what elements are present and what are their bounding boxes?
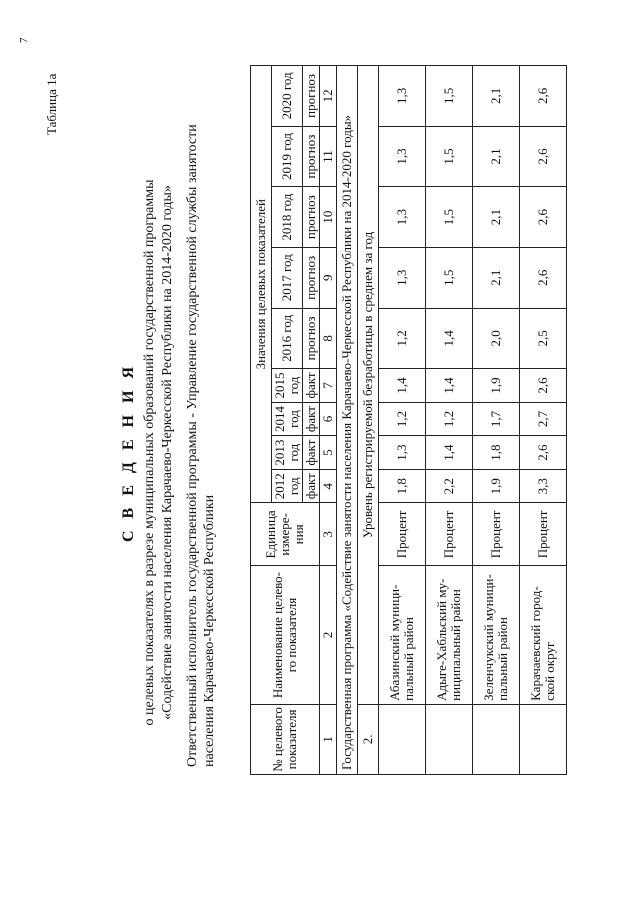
value-cell: 1,5 bbox=[426, 126, 473, 187]
value-cell: 1,9 bbox=[473, 369, 520, 403]
program-title: Государственная программа «Содействие занятости населения Карачаево-Черкесской Республики на 2014-2020 годы» bbox=[337, 66, 358, 775]
value-cell: 2,6 bbox=[520, 66, 567, 127]
value-cell: 1,2 bbox=[379, 308, 426, 369]
header-year: 2020 год bbox=[272, 66, 303, 127]
column-number: 3 bbox=[320, 503, 337, 566]
value-cell: 1,4 bbox=[426, 308, 473, 369]
header-year: 2012 год bbox=[272, 469, 303, 503]
header-type: факт bbox=[303, 369, 320, 403]
value-cell: 2,1 bbox=[473, 247, 520, 308]
empty-cell bbox=[426, 704, 473, 774]
header-year: 2015 год bbox=[272, 369, 303, 403]
column-number: 10 bbox=[320, 187, 337, 248]
column-number: 4 bbox=[320, 469, 337, 503]
header-unit: Единица измере-ния bbox=[251, 503, 320, 566]
header-values-group: Значения целевых показателей bbox=[251, 66, 272, 503]
value-cell: 1,5 bbox=[426, 187, 473, 248]
document-title: С В Е Д Е Н И Я bbox=[120, 362, 137, 543]
value-cell: 2,1 bbox=[473, 126, 520, 187]
municipality-name: Карачаевский город-ской округ bbox=[520, 566, 567, 705]
value-cell: 2,6 bbox=[520, 126, 567, 187]
responsible-executor: Ответственный исполнитель государственной программы - Управление государственной службы занятости населения Карачаево-Черкесской Республики bbox=[185, 124, 217, 767]
header-type: прогноз bbox=[303, 247, 320, 308]
column-number: 5 bbox=[320, 436, 337, 470]
header-type: прогноз bbox=[303, 308, 320, 369]
header-type: прогноз bbox=[303, 187, 320, 248]
column-number: 12 bbox=[320, 66, 337, 127]
header-type: факт bbox=[303, 469, 320, 503]
value-cell: 1,3 bbox=[379, 126, 426, 187]
indicators-table bbox=[250, 65, 567, 775]
value-cell: 1,3 bbox=[379, 187, 426, 248]
column-number: 8 bbox=[320, 308, 337, 369]
header-type: прогноз bbox=[303, 66, 320, 127]
document-subtitle-line-2: «Содействие занятости населения Карачаево-Черкесской Республики на 2014-2020 годы» bbox=[160, 185, 175, 720]
value-cell: 2,6 bbox=[520, 247, 567, 308]
empty-cell bbox=[473, 704, 520, 774]
value-cell: 1,7 bbox=[473, 402, 520, 436]
unit-cell: Процент bbox=[473, 503, 520, 566]
header-type: факт bbox=[303, 402, 320, 436]
value-cell: 1,5 bbox=[426, 66, 473, 127]
unit-cell: Процент bbox=[426, 503, 473, 566]
value-cell: 2,1 bbox=[473, 66, 520, 127]
value-cell: 1,8 bbox=[473, 436, 520, 470]
column-numbers-row bbox=[320, 66, 337, 775]
value-cell: 2,1 bbox=[473, 187, 520, 248]
indicator-row bbox=[358, 66, 379, 775]
column-number: 6 bbox=[320, 402, 337, 436]
value-cell: 1,4 bbox=[426, 436, 473, 470]
municipality-name: Адыге-Хабльский му-ниципальный район bbox=[426, 566, 473, 705]
table-row bbox=[426, 66, 473, 775]
value-cell: 2,2 bbox=[426, 469, 473, 503]
indicator-title: Уровень регистрируемой безработицы в среднем за год bbox=[358, 66, 379, 705]
value-cell: 2,0 bbox=[473, 308, 520, 369]
header-year: 2013 год bbox=[272, 436, 303, 470]
value-cell: 1,9 bbox=[473, 469, 520, 503]
page-number: 7 bbox=[18, 37, 30, 43]
indicator-number: 2. bbox=[358, 704, 379, 774]
municipality-name: Зеленчукский муници-пальный район bbox=[473, 566, 520, 705]
header-year: 2016 год bbox=[272, 308, 303, 369]
header-year: 2019 год bbox=[272, 126, 303, 187]
header-type: прогноз bbox=[303, 126, 320, 187]
value-cell: 2,6 bbox=[520, 187, 567, 248]
empty-cell bbox=[520, 704, 567, 774]
header-indicator-name: Наименование целево-го показателя bbox=[251, 566, 320, 705]
table-label: Таблица 1а bbox=[44, 73, 59, 135]
table-row bbox=[379, 66, 426, 775]
value-cell: 1,2 bbox=[426, 402, 473, 436]
value-cell: 1,8 bbox=[379, 469, 426, 503]
empty-cell bbox=[379, 704, 426, 774]
value-cell: 1,3 bbox=[379, 247, 426, 308]
column-number: 1 bbox=[320, 704, 337, 774]
column-number: 2 bbox=[320, 566, 337, 705]
value-cell: 2,5 bbox=[520, 308, 567, 369]
header-indicator-number: № целевого показателя bbox=[251, 704, 320, 774]
value-cell: 1,3 bbox=[379, 66, 426, 127]
value-cell: 2,7 bbox=[520, 402, 567, 436]
column-number: 9 bbox=[320, 247, 337, 308]
header-row-1 bbox=[251, 66, 272, 775]
unit-cell: Процент bbox=[520, 503, 567, 566]
value-cell: 1,4 bbox=[426, 369, 473, 403]
column-number: 7 bbox=[320, 369, 337, 403]
column-number: 11 bbox=[320, 126, 337, 187]
document-subtitle-line-1: о целевых показателях в разрезе муниципальных образований государственной программы bbox=[142, 179, 157, 726]
value-cell: 1,2 bbox=[379, 402, 426, 436]
value-cell: 2,6 bbox=[520, 436, 567, 470]
value-cell: 1,5 bbox=[426, 247, 473, 308]
unit-cell: Процент bbox=[379, 503, 426, 566]
table-row bbox=[520, 66, 567, 775]
value-cell: 3,3 bbox=[520, 469, 567, 503]
value-cell: 2,6 bbox=[520, 369, 567, 403]
header-year: 2014 год bbox=[272, 402, 303, 436]
header-type: факт bbox=[303, 436, 320, 470]
municipality-name: Абазинский муници-пальный район bbox=[379, 566, 426, 705]
header-year: 2018 год bbox=[272, 187, 303, 248]
value-cell: 1,4 bbox=[379, 369, 426, 403]
header-year: 2017 год bbox=[272, 247, 303, 308]
table-row bbox=[473, 66, 520, 775]
program-row bbox=[337, 66, 358, 775]
value-cell: 1,3 bbox=[379, 436, 426, 470]
